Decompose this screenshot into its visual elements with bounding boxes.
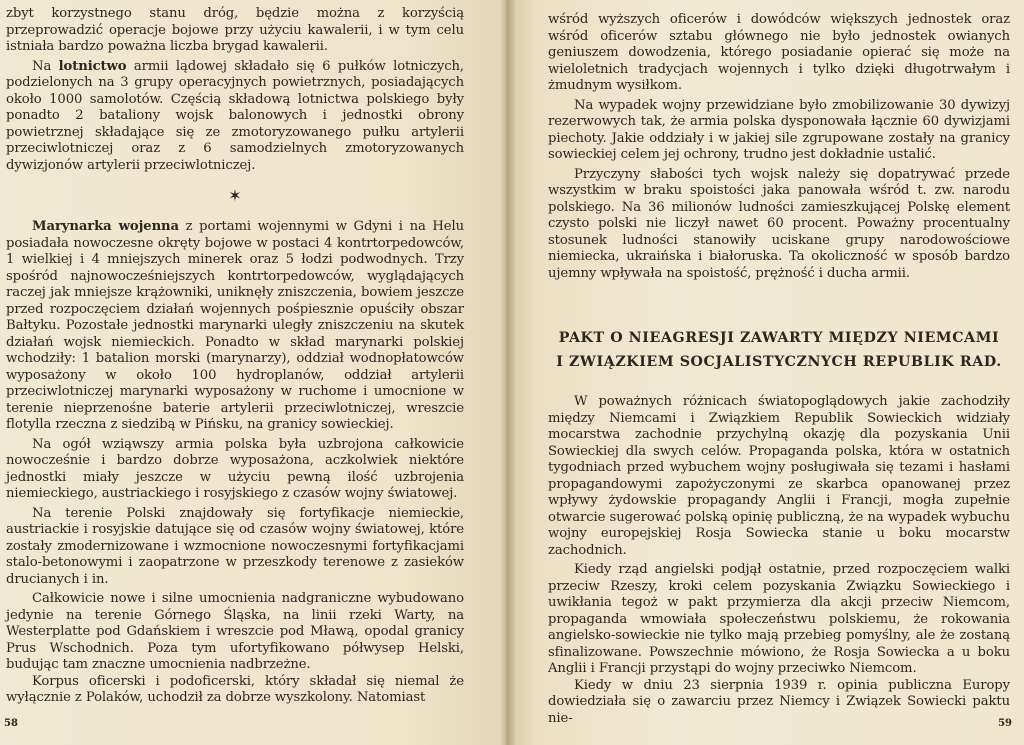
section-heading-line-2: I ZWIĄZKIEM SOCJALISTYCZNYCH REPUBLIK RAD. bbox=[556, 354, 1002, 370]
paragraph: W poważnych różnicach światopoglądowych jakie zachodziły między Niemcami i Związkiem Republik Sowieckich widziały mocarstwa zachodnie przychylną okazję dla pozyskania Unii Sowieckiej dla swych celów. Propaganda polska, która w ostatnich tygodniach przed wybuchem wojny posługiwała się tezami i hasłami propagandowymi zapożyczonymi ze skarbca opanowanej przez wpływy żydowskie propagandy Anglii i Francji, mogła zupełnie otwarcie sugerować polską opinię publiczną, że na wypadek wybuchu wojny europejskiej Rosja Sowiecka stanie u boku mocarstw zachodnich. bbox=[548, 394, 1010, 558]
paragraph: Kiedy rząd angielski podjął ostatnie, przed rozpoczęciem walki przeciw Rzeszy, kroki celem pozyskania Związku Sowieckiego i uwikłania tegoż w pakt przymierza dla akcji przeciw Niemcom, propaganda wmowiała społeczeństwu polskiemu, że rokowania angielsko-sowieckie nie tylko mają przebieg pomyślny, ale że zostaną sfinalizowane. Powszechnie mówiono, że Rosja Sowiecka a u boku Anglii i Francji przystąpi do wojny przeciwko Niemcom. bbox=[548, 562, 1010, 676]
page-number-right: 59 bbox=[998, 718, 1012, 729]
paragraph-marynarka bbox=[6, 219, 464, 434]
separator-star-icon: ✶ bbox=[228, 186, 242, 205]
paragraph-lotnictwo bbox=[6, 59, 464, 175]
paragraph: Na ogół wziąwszy armia polska była uzbrojona całkowicie nowocześnie i bardzo dobrze wyposażona, aczkolwiek niektóre jednostki miały jeszcze w użyciu pewną ilość uzbrojenia niemieckiego, austriackiego i rosyjskiego z czasów wojny światowej. bbox=[6, 436, 464, 501]
paragraph-text: z portami wojennymi w Gdyni i na Helu posiadała nowoczesne okręty bojowe w postaci 4 kontrtorpedowców, 1 wielkiej i 4 mniejszych minerek oraz 5 łodzi podwodnych. Trzy spośród najnowocześniejszych kontrtorpedowców, wyglądających raczej jak mniejsze krążowniki, uniknęły zniszczenia, bowiem jeszcze przed rozpoczęciem działań wojennych pośpiesznie opuściły obszar Bałtyku. Pozostałe jednostki marynarki uległy zniszczeniu na skutek działań wojsk niemieckich. Ponadto w skład marynarki polskiej wchodziły: 1 batalion morski (marynarzy), oddział wodnopłatowców wyposażony w około 100 hydroplanów, oddział artylerii przeciwlotniczej marynarki wyposażony w ruchome i umocnione w terenie nieprzenośne baterie artylerii przeciwlotniczej, wreszcie flotylla rzeczna z siedzibą w Pińsku, na granicy sowieckiej. bbox=[6, 219, 464, 432]
section-heading bbox=[548, 326, 1010, 374]
bold-term-lotnictwo: lotnictwo bbox=[58, 58, 127, 74]
bold-term-marynarka: Marynarka wojenna bbox=[32, 219, 179, 234]
page-number-left: 58 bbox=[4, 718, 18, 729]
paragraph: Na terenie Polski znajdowały się fortyfikacje niemieckie, austriackie i rosyjskie datujące się od czasów wojny światowej, które zostały zmodernizowane i wzmocnione nowoczesnymi fortyfikacjami stalo-betonowymi i zaopatrzone w przeszkody terenowe z zasieków drucianych i in. bbox=[6, 505, 464, 587]
paragraph: Kiedy w dniu 23 sierpnia 1939 r. opinia publiczna Europy dowiedziała się o zawarciu przez Niemcy i Związek Sowiecki paktu nie- bbox=[548, 677, 1010, 726]
book-gutter bbox=[500, 0, 516, 745]
left-page bbox=[0, 0, 506, 745]
paragraph: zbyt korzystnego stanu dróg, będzie można z korzyścią przeprowadzić operacje bojowe przy użyciu kawalerii, i w tym celu istniała bardzo poważna liczba brygad kawalerii. bbox=[6, 6, 464, 54]
paragraph: Korpus oficerski i podoficerski, który składał się niemal że wyłącznie z Polaków, uchodził za dobrze wyszkolony. Natomiast bbox=[6, 673, 464, 705]
paragraph: Całkowicie nowe i silne umocnienia nadgraniczne wybudowano jedynie na terenie Górnego Śląska, na linii rzeki Warty, na Westerplatte pod Gdańskiem i wreszcie pod Mławą, opodal granicy Prus Wschodnich. Poza tym ufortyfikowano półwysep Helski, budując tam znaczne umocnienia nadbrzeżne. bbox=[6, 591, 464, 672]
right-page bbox=[506, 0, 1024, 745]
paragraph: Przyczyny słabości tych wojsk należy się dopatrywać przede wszystkim w braku spoistości jaka panowała wśród t. zw. narodu polskiego. Na 36 milionów ludności zamieszkującej Polskę element czysto polski nie liczył nawet 60 procent. Poważny procentualny stosunek ludności stanowiły uciskane grupy narodowościowe niemiecka, ukraińska i białoruska. Ta okoliczność w sposób bardzo ujemny wpływała na spoistość, prężność i ducha armii. bbox=[548, 166, 1010, 281]
paragraph: wśród wyższych oficerów i dowódców większych jednostek oraz wśród oficerów sztabu głównego nie było jednostek owianych geniuszem dowodzenia, którego posiadanie opierać się może na wieloletnich tradycjach wojennych i tylko dzięki długotrwałym i żmudnym wysiłkom. bbox=[548, 12, 1010, 93]
lead-prefix: Na bbox=[32, 58, 59, 74]
paragraph-text: armii lądowej składało się 6 pułków lotniczych, podzielonych na 3 grupy operacyjnych powietrznych, posiadających około 1000 samolotów. Częścią składową lotnictwa polskiego były ponadto 2 bataliony wojsk balonowych i jednostki obrony powietrznej składające się ze zmotoryzowanego pułku artylerii przeciwlotniczej oraz z 6 samodzielnych zmotoryzowanych dywizjonów artylerii przeciwlotniczej. bbox=[6, 58, 465, 173]
section-heading-line-1: PAKT O NIEAGRESJI ZAWARTY MIĘDZY NIEMCAMI bbox=[558, 330, 1000, 346]
paragraph: Na wypadek wojny przewidziane było zmobilizowanie 30 dywizyj rezerwowych tak, że armia polska dysponowała łącznie 60 dywizjami piechoty. Jakie oddziały i w jakiej sile zgrupowane zostały na granicy sowieckiej celem jej ochrony, trudno jest dokładnie ustalić. bbox=[548, 97, 1010, 162]
